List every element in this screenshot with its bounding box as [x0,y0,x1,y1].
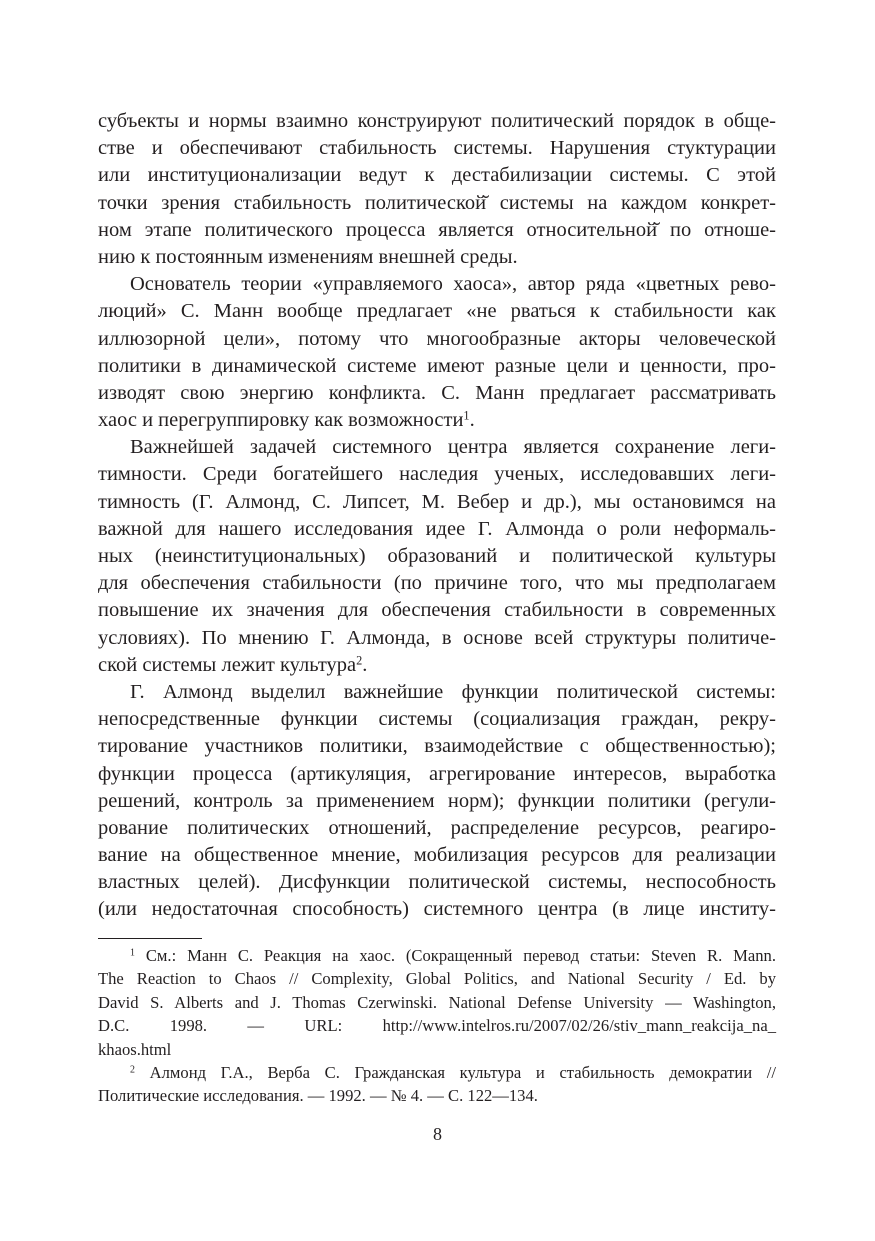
footnote-line: David S. Alberts and J. Thomas Czerwinski. National Defense University — Washington, [98,992,776,1012]
footnote-divider [98,938,202,939]
text-line: точки зрения стабильность политической̆ системы на каждом конкрет- [98,191,776,214]
footnote-marker: 1 [130,947,135,959]
page-number: 8 [433,1124,442,1144]
paragraph-3 [98,434,776,679]
text-line: политики в динамической системе имеют разные цели и ценности, про- [98,354,776,377]
text-line: для обеспечения стабильности (по причине того, что мы предполагаем [98,572,776,595]
text-segment: См.: Манн С. Реакция на хаос. (Сокращенный перевод статьи: Steven R. Mann. [134,946,776,965]
footnote-line: D.C. 1998. — URL: http://www.intelros.ru/2007/02/26/stiv_mann_reakcija_na_ [98,1016,776,1036]
footnote-2 [98,1061,776,1108]
footnote-line [98,944,776,967]
text-line: ных (неинституциональных) образований и политической культуры [98,545,776,567]
text-segment: хаос и перегруппировку как возможности [98,409,464,432]
footnote-marker: 2 [130,1064,135,1076]
text-segment: . [362,653,368,676]
footnote-line [98,1061,776,1084]
body-text [98,108,776,924]
text-segment: . [469,409,475,432]
text-line: рование политических отношений, распределение ресурсов, реагиро- [98,816,776,839]
text-line: Г. Алмонд выделил важнейшие функции политической системы: [130,680,776,703]
text-line: решений, контроль за применением норм); функции политики (регули- [98,789,776,812]
text-line: нию к постоянным изменениям внешней среды. [98,245,518,268]
text-segment: ской системы лежит культура [98,653,357,676]
footnote-1 [98,944,776,1061]
footnote-line: Политические исследования. — 1992. — № 4. — С. 122—134. [98,1086,538,1106]
text-line: Важнейшей задачей системного центра является сохранение леги- [130,436,776,459]
text-line: условиях). По мнению Г. Алмонда, в основе всей структуры политиче- [98,626,776,649]
text-line: люций» С. Манн вообще предлагает «не рваться к стабильности как [98,300,776,323]
text-line: функции процесса (артикуляция, агрегирование интересов, выработка [98,762,776,785]
paragraph-1 [98,108,776,271]
footnote-line: The Reaction to Chaos // Complexity, Global Politics, and National Security / Ed. by [98,969,776,989]
text-line: (или недостаточная способность) системного центра (в лице институ- [98,898,776,921]
text-line: стве и обеспечивают стабильность системы. Нарушения стуктурации [98,137,776,160]
text-line: тимности. Среди богатейшего наследия ученых, исследовавших леги- [98,463,776,486]
text-line: важной для нашего исследования идее Г. Алмонда о роли неформаль- [98,517,776,540]
text-line: ном этапе политического процесса является относительной̆ по отноше- [98,218,776,241]
footnote-ref-2[interactable]: 2 [356,653,363,667]
text-line: субъекты и нормы взаимно конструируют политический порядок в обще- [98,110,776,132]
text-line: тимность (Г. Алмонд, С. Липсет, М. Вебер и др.), мы остановимся на [98,490,776,513]
text-line: иллюзорной цели», потому что многообразные акторы человеческой [98,327,776,350]
footnote-line: khaos.html [98,1039,172,1059]
paragraph-4 [98,679,776,924]
text-line: тирование участников политики, взаимодействие с общественностью); [98,735,776,758]
text-line [98,407,776,434]
text-segment: Алмонд Г.А., Верба С. Гражданская культура и стабильность демократии // [134,1062,776,1082]
footnotes [98,944,776,1108]
text-line: повышение их значения для обеспечения стабильности в современных [98,599,776,622]
text-line: или институционализации ведут к дестабилизации системы. С этой [98,164,776,187]
footnote-ref-1[interactable]: 1 [463,408,470,423]
text-line: властных целей). Дисфункции политической системы, неспособность [98,871,776,894]
text-line [98,652,776,679]
paragraph-2 [98,271,776,434]
text-line: вание на общественное мнение, мобилизация ресурсов для реализации [98,844,776,867]
text-line: изводят свою энергию конфликта. С. Манн предлагает рассматривать [98,381,776,404]
text-line: Основатель теории «управляемого хаоса», автор ряда «цветных рево- [130,273,776,296]
text-line: непосредственные функции системы (социализация граждан, рекру- [98,708,776,731]
